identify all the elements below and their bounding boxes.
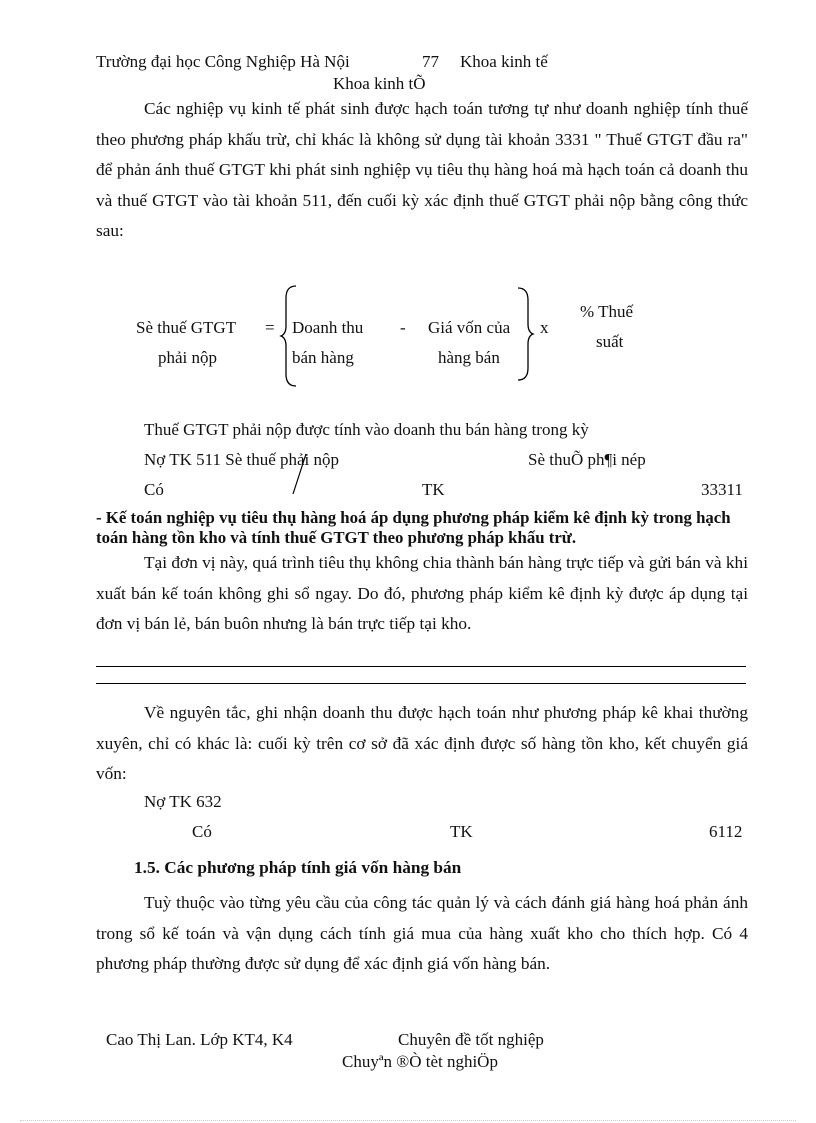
slash-mark [290,452,310,496]
formula-left-line2: phải nộp [158,348,218,367]
paragraph-4: Tuỳ thuộc vào từng yêu cầu của công tác quản lý và cách đánh giá hàng hoá phản ánh trong sổ kế toán và vận dụng cách tính giá mua của hàng xuất kho cho thích hợp. Có 4 phương pháp thường được sử dụng để xác định giá vốn hàng bán. [96,893,748,973]
entry1-description: Thuế GTGT phải nộp được tính vào doanh thu bán hàng trong kỳ [144,420,589,439]
footer-doc-type-garbled: Chuyªn ®Ò tèt nghiÖp [342,1052,498,1071]
formula-left-line1: Sè thuế GTGT [136,318,237,337]
header-school: Trường đại học Công Nghiệp Hà Nội [96,52,350,71]
formula-term1-line2: bán hàng [292,348,354,367]
header-faculty-garbled: Khoa kinh tÕ [333,74,426,93]
entry1-tk: TK [422,480,445,499]
divider-bottom [96,683,746,684]
entry2-credit: Có [192,822,212,841]
footer-author: Cao Thị Lan. Lớp KT4, K4 [106,1030,293,1049]
divider-top [96,666,746,667]
intro-paragraph: Các nghiệp vụ kinh tế phát sinh được hạch toán tương tự như doanh nghiệp tính thuế theo phương pháp khấu trừ, chỉ khác là không sử dụng tài khoản 3331 " Thuế GTGT đầu ra" để phản ánh thuế GTGT khi phát sinh nghiệp vụ tiêu thụ hàng hoá mà hạch toán cả doanh thu và thuế GTGT vào tài khoản 511, đến cuối kỳ xác định thuế GTGT phải nộp bằng công thức sau: [96,99,748,240]
formula-term2-line1: Giá vốn của [428,318,511,337]
paragraph-2: Tại đơn vị này, quá trình tiêu thụ không chia thành bán hàng trực tiếp và gửi bán và khi xuất bán kế toán không ghi sổ ngay. Do đó, phương pháp kiểm kê định kỳ được áp dụng tại đơn vị bán lẻ, bán buôn nhưng là bán trực tiếp tại kho. [96,553,748,633]
page-number: 77 [422,52,439,71]
formula-rate-line1: % Thuế [580,302,634,321]
formula-term1-line1: Doanh thu [292,318,364,337]
subsection-title: 1.5. Các phương pháp tính giá vốn hàng bán [134,858,462,877]
section-heading: - Kế toán nghiệp vụ tiêu thụ hàng hoá áp dụng phương pháp kiểm kê định kỳ trong hạch toán hàng tồn kho và tính thuế GTGT theo phương pháp khấu trừ. [96,508,731,547]
entry1-account: 33311 [701,480,743,499]
paragraph-3: Về nguyên tắc, ghi nhận doanh thu được hạch toán như phương pháp kê khai thường xuyên, chỉ có khác là: cuối kỳ trên cơ sở đã xác định được số hàng tồn kho, kết chuyển giá vốn: [96,703,748,783]
entry1-credit: Có [144,480,164,499]
page-edge [20,1120,796,1121]
entry1-amount: Sè thuÕ ph¶i nép [528,450,646,469]
formula-term2-line2: hàng bán [438,348,500,367]
right-brace [516,286,532,382]
formula-rate-line2: suất [596,332,624,351]
formula-times: x [540,318,549,337]
entry2-account: 6112 [709,822,743,841]
formula-equals: = [265,318,275,337]
footer-doc-type: Chuyên đề tốt nghiệp [398,1030,544,1049]
entry2-debit: Nợ TK 632 [144,792,222,811]
header-faculty: Khoa kinh tế [460,52,548,71]
entry2-tk: TK [450,822,473,841]
entry1-debit: Nợ TK 511 Sè thuế phải nộp [144,450,340,469]
formula-minus: - [400,318,406,337]
